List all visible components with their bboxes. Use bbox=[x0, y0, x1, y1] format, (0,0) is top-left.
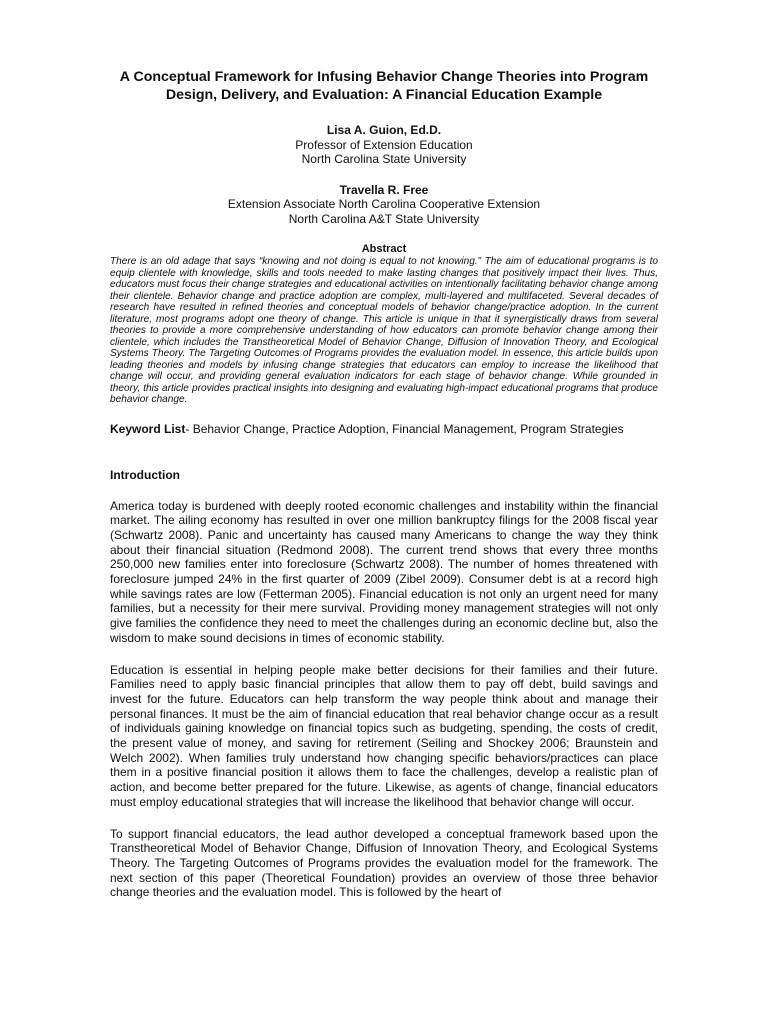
paper-title: A Conceptual Framework for Infusing Behavior Change Theories into Program Design, Delivery, and Evaluation: A Financial Education Example bbox=[119, 69, 649, 103]
keyword-text: - Behavior Change, Practice Adoption, Financial Management, Program Strategies bbox=[185, 421, 624, 436]
author-affiliation-line: Extension Associate North Carolina Cooperative Extension bbox=[227, 197, 541, 211]
author-affiliation-line: Professor of Extension Education bbox=[295, 137, 473, 152]
author-block-2 bbox=[110, 183, 658, 227]
abstract-text: There is an old adage that says “knowing and not doing is equal to not knowing.” The aim of educational programs is to equip clientele with knowledge, skills and tools needed to make lasting changes that positively impact their lives. Thus, educators must focus their change strategies and educational activities on intentionally facilitating behavior change among their clientele. Behavior change and practice adoption are complex, multi-layered and multifaceted. Several decades of research have resulted in refined theories and conceptual models of behavior change/practice adoption. In the current literature, most programs adopt one theory of change. This article is unique in that it synergistically draws from several theories to provide a more comprehensive understanding of how educators can promote behavior change among their clientele, which includes the Transtheoretical Model of Behavior Change, Diffusion of Innovation Theory, and Ecological Systems Theory. The Targeting Outcomes of Programs provides the evaluation model. In essence, this article builds upon leading theories and models by infusing change strategies that educators can employ to increase the likelihood that change will occur, and providing general evaluation indicators for each stage of behavior change. While grounded in theory, this article provides practical insights into designing and evaluating high-impact educational programs that produce behavior change. bbox=[110, 256, 658, 405]
body-paragraph-3: To support financial educators, the lead author developed a conceptual framework based upon the Transtheoretical Model of Behavior Change, Diffusion of Innovation Theory, and Ecological Systems Theory. The Targeting Outcomes of Programs provides the evaluation model for the framework. The next section of this paper (Theoretical Foundation) provides an overview of those three behavior change theories and the evaluation model. This is followed by the heart of bbox=[110, 826, 658, 900]
author-name: Lisa A. Guion, Ed.D. bbox=[326, 123, 442, 137]
section-heading-introduction: Introduction bbox=[110, 467, 180, 482]
keyword-list bbox=[110, 422, 658, 437]
body-paragraph-1: America today is burdened with deeply rooted economic challenges and instability within the financial market. The ailing economy has resulted in over one million bankruptcy filings for the 2008 fiscal year (Schwartz 2008). Panic and uncertainty has caused many Americans to change the way they think about their financial situation (Redmond 2008). The current trend shows that every three months 250,000 new families enter into foreclosure (Schwartz 2008). The number of homes threatened with foreclosure jumped 24% in the first quarter of 2009 (Zibel 2009). Consumer debt is at a record high while savings rates are low (Fetterman 2005). Financial education is not only an urgent need for many families, but a necessity for their mere survival. Providing money management strategies will not only give families the confidence they need to meet the challenges during an economic decline but, also the wisdom to make sound decisions in times of economic stability. bbox=[110, 498, 658, 645]
author-block-1 bbox=[110, 123, 658, 167]
author-affiliation-line: North Carolina State University bbox=[301, 152, 467, 166]
author-affiliation-line: North Carolina A&T State University bbox=[288, 211, 480, 226]
abstract-heading: Abstract bbox=[361, 243, 407, 255]
author-name: Travella R. Free bbox=[339, 182, 429, 197]
body-paragraph-2: Education is essential in helping people make better decisions for their families and their future. Families need to apply basic financial principles that allow them to pay off debt, build savings and invest for the future. Educators can help transform the way people think about and manage their personal finances. It must be the aim of financial education that real behavior change occur as a result of individuals gaining knowledge on financial topics such as budgeting, spending, the costs of credit, the present value of money, and saving for retirement (Seiling and Shockey 2006; Braunstein and Welch 2002). When families truly understand how changing specific behaviors/practices can place them in a positive financial position it allows them to face the challenges, develop a realistic plan of action, and become better prepared for the future. Likewise, as agents of change, financial educators must employ educational strategies that will increase the likelihood that behavior change will occur. bbox=[110, 662, 658, 809]
keyword-label: Keyword List bbox=[110, 421, 186, 436]
